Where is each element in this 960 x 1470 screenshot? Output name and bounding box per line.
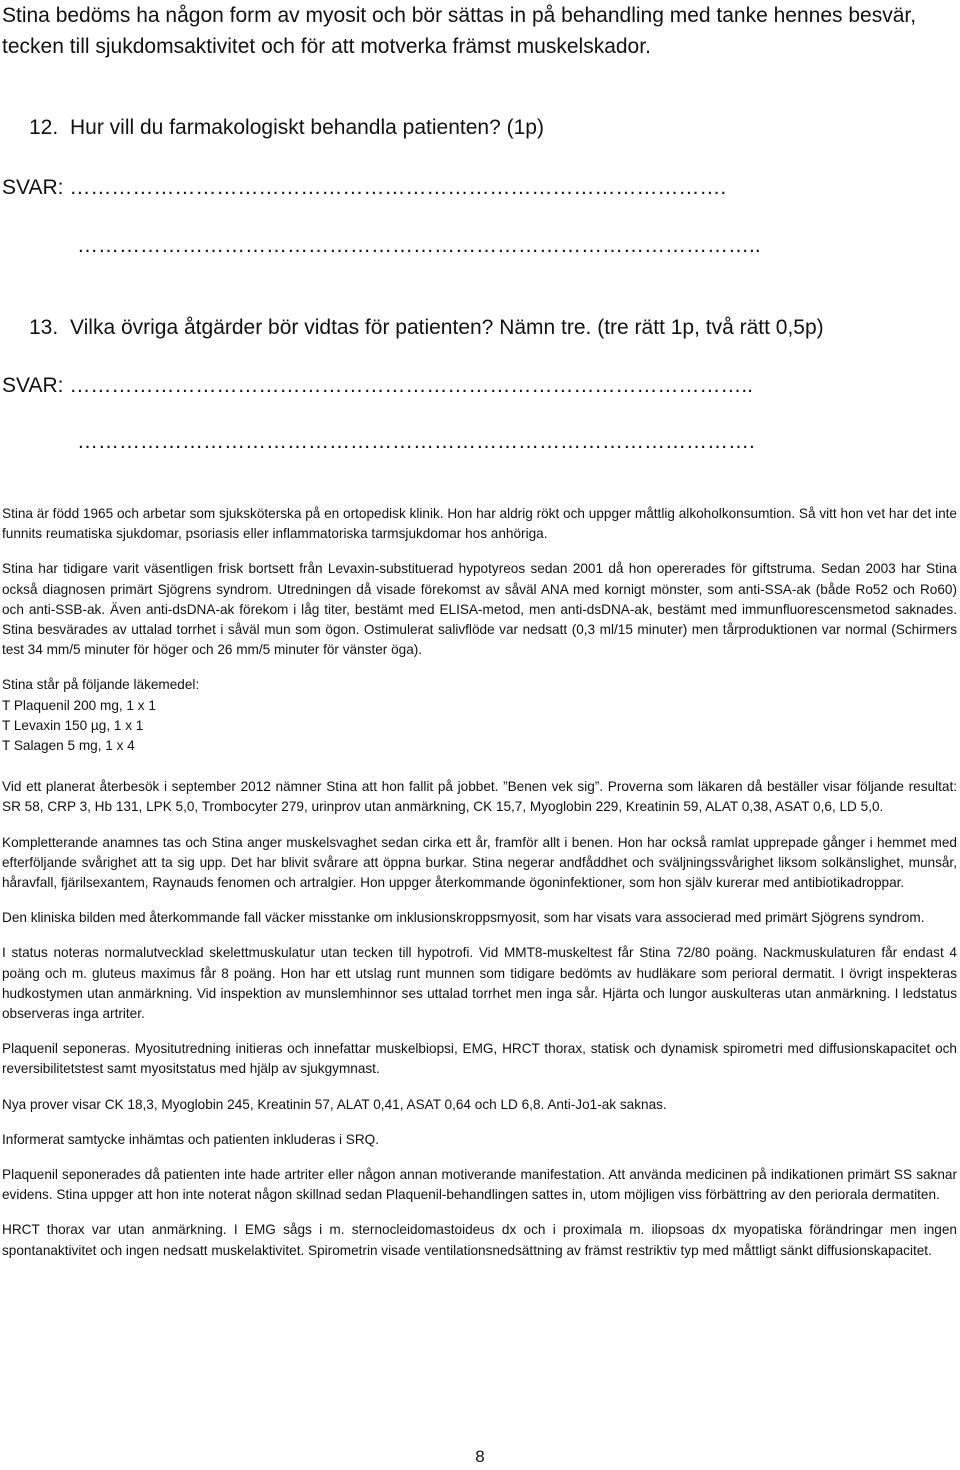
medication-item: T Levaxin 150 µg, 1 x 1: [2, 717, 144, 733]
answer-line-12[interactable]: [2, 174, 952, 202]
paragraph-status: I status noteras normalutvecklad skelettmuskulatur utan tecken till hypotrofi. Vid MMT8-muskeltest får Stina 72/80 poäng. Nackmuskulaturen får endast 4 poäng och m. gluteus maximus får 8 poäng. Hon har ett utslag runt munnen som tidigare bedömts av hudläkare som perioral dermatit. I övrigt inspekteras hudkostymen utan anmärkning. Vid inspektion av munslemhinnor ses uttalad torrhet men inga sår. Hjärta och lungor auskulteras utan anmärkning. I ledstatus observeras inga artriter.: [2, 945, 957, 1022]
paragraph-history: Stina har tidigare varit väsentligen frisk bortsett från Levaxin-substituerad hypotyreos sedan 2001 då hon opererades för giftstruma. Sedan 2003 har Stina också diagnosen primärt Sjögrens syndrom. Utredningen då visade förekomst av såväl ANA med kornigt mönster, som anti-SSA-ak (både Ro52 och Ro60) och anti-SSB-ak. Även anti-dsDNA-ak förekom i låg titer, bestämt med ELISA-metod, men anti-dsDNA-ak, bestämt med immunfluorescensmetod saknades. Stina besvärades av uttalad torrhet i såväl mun som ögon. Ostimulerat salivflöde var nedsatt (0,3 ml/15 minuter) men tårproduktionen var normal (Schirmers test 34 mm/5 minuter för höger och 26 mm/5 minuter för vänster öga).: [2, 561, 957, 658]
paragraph-results: HRCT thorax var utan anmärkning. I EMG sågs i m. sternocleidomastoideus dx och i proximala m. iliopsoas dx myopatiska förändringar men ingen spontanaktivitet och ingen nedsatt muskelaktivitet. Spirometrin visade ventilationsnedsättning av främst restriktiv typ med måttligt sänkt diffusionskapacitet.: [2, 1222, 957, 1258]
question-12: [29, 114, 544, 142]
question-number: 13.: [29, 316, 59, 339]
answer-label: SVAR:: [2, 176, 64, 199]
case-description: [2, 504, 957, 1261]
answer-dots: ……………………………………………………………………………………..: [69, 374, 753, 397]
page-number: 8: [475, 1447, 485, 1466]
paragraph-anamnesis: Kompletterande anamnes tas och Stina anger muskelsvaghet sedan cirka ett år, framför allt i benen. Hon har också ramlat upprepade gånger i hemmet med efterföljande svårighet att ta sig upp. Det har blivit svårare att öppna burkar. Stina negerar andfåddhet och sväljningssvårighet liksom solkänslighet, munsår, håravfall, fjärilsexantem, Raynauds fenomen och artralgier. Hon uppger återkommande ögoninfektioner, som hon själv kurerar med antibiotikadroppar.: [2, 834, 957, 891]
medication-list: [2, 675, 957, 756]
question-text: Vilka övriga åtgärder bör vidtas för patienten? Nämn tre. (tre rätt 1p, två rätt 0,5p): [70, 316, 824, 339]
answer-label: SVAR:: [2, 374, 64, 397]
intro-text: Stina bedöms ha någon form av myosit och bör sättas in på behandling med tanke hennes besvär, tecken till sjukdomsaktivitet och för att motverka främst muskelskador.: [2, 4, 917, 58]
answer-dots: ………………………………………………………………………………….: [69, 176, 727, 199]
answer-line-13b[interactable]: …………………………………………………………………………………….: [77, 430, 755, 453]
question-number: 12.: [29, 116, 59, 139]
medication-item: T Salagen 5 mg, 1 x 4: [2, 738, 135, 754]
answer-line-12b[interactable]: ……………………………………………………………………………………..: [77, 234, 761, 257]
question-13: [29, 314, 824, 342]
medication-item: T Plaquenil 200 mg, 1 x 1: [2, 697, 156, 713]
paragraph-background: Stina är född 1965 och arbetar som sjuksköterska på en ortopedisk klinik. Hon har aldrig rökt och uppger måttlig alkoholkonsumtion. Så vitt hon vet har det inte funnits reumatiska sjukdomar, psoriasis eller inflammatoriska tarmsjukdomar hos anhöriga.: [2, 506, 957, 542]
paragraph-suspicion: Den kliniska bilden med återkommande fall väcker misstanke om inklusionskroppsmyosit, som har visats vara associerad med primärt Sjögrens syndrom.: [2, 910, 925, 926]
paragraph-visit: Vid ett planerat återbesök i september 2012 nämner Stina att hon fallit på jobbet. ”Benen vek sig”. Proverna som läkaren då beställer visar följande resultat: SR 58, CRP 3, Hb 131, LPK 5,0, Trombocyter 279, urinprov utan anmärkning, CK 15,7, Myoglobin 229, Kreatinin 59, ALAT 0,38, ASAT 0,6, LD 5,0.: [2, 779, 957, 815]
paragraph-new-labs: Nya prover visar CK 18,3, Myoglobin 245, Kreatinin 57, ALAT 0,41, ASAT 0,64 och LD 6,8. Anti-Jo1-ak saknas.: [2, 1096, 667, 1112]
answer-line-13[interactable]: [2, 372, 952, 400]
medication-heading: Stina står på följande läkemedel:: [2, 677, 200, 693]
paragraph-plaquenil: Plaquenil seponerades då patienten inte hade artriter eller någon annan motiverande manifestation. Att använda medicinen på indikationen primärt SS saknar evidens. Stina uppger att hon inte noterat någon skillnad sedan Plaquenil-behandlingen sattes in, utom möjligen viss förbättring av den periorala dermatiten.: [2, 1167, 957, 1203]
question-text: Hur vill du farmakologiskt behandla patienten? (1p): [70, 116, 544, 139]
paragraph-consent: Informerat samtycke inhämtas och patienten inkluderas i SRQ.: [2, 1131, 380, 1147]
paragraph-investigation: Plaquenil seponeras. Myositutredning initieras och innefattar muskelbiopsi, EMG, HRCT thorax, statisk och dynamisk spirometri med diffusionskapacitet och reversibilitetstest samt myositstatus med hjälp av sjukgymnast.: [2, 1041, 957, 1077]
